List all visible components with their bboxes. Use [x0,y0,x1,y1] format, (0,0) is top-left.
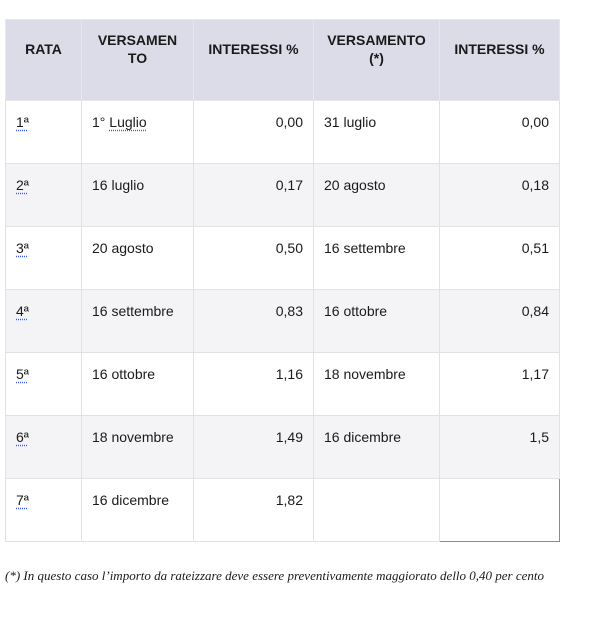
header-rata: RATA [6,20,82,101]
header-interessi-alt: INTERESSI % [440,20,560,101]
cell-versamento-alt [314,101,440,164]
cell-interessi-alt [440,227,560,290]
cell-versamento-alt [314,353,440,416]
cell-interessi-alt-text: 0,84 [521,303,549,319]
cell-versamento-text: 16 ottobre [92,366,156,382]
cell-rata [6,353,82,416]
cell-rata [6,479,82,542]
cell-interessi [194,416,314,479]
cell-versamento [82,164,194,227]
cell-rata-text: 4ª [16,303,29,319]
cell-interessi [194,164,314,227]
table-row [6,353,560,416]
cell-versamento-alt [314,164,440,227]
cell-versamento-alt-text: 31 luglio [324,114,377,130]
cell-versamento [82,227,194,290]
cell-interessi-alt-text: 1,17 [521,366,549,382]
cell-versamento-alt [314,479,440,542]
cell-versamento-text: 16 settembre [92,303,174,319]
cell-interessi-alt [440,353,560,416]
table-row [6,416,560,479]
cell-versamento-alt-text: 18 novembre [324,366,406,382]
cell-interessi-alt [440,479,560,542]
cell-versamento-alt-text: 20 agosto [324,177,386,193]
cell-versamento-alt [314,227,440,290]
cell-rata [6,416,82,479]
cell-versamento-text: 18 novembre [92,429,174,445]
cell-interessi-text: 0,17 [275,177,303,193]
cell-interessi-alt-text: 1,5 [529,429,549,445]
cell-versamento-text: 16 luglio [92,177,145,193]
cell-rata-text: 5ª [16,366,29,382]
cell-interessi-text: 0,50 [275,240,303,256]
cell-interessi [194,290,314,353]
table-row [6,479,560,542]
cell-interessi-alt-text: 0,00 [521,114,549,130]
header-versamento: VERSAMEN TO [82,20,194,101]
cell-versamento [82,353,194,416]
cell-versamento-alt-text [324,479,429,491]
cell-versamento [82,290,194,353]
table-row [6,164,560,227]
cell-versamento [82,101,194,164]
cell-interessi-text: 1,49 [275,429,303,445]
cell-versamento-text: 1° Luglio [92,114,147,130]
cell-interessi-alt-text: 0,18 [521,177,549,193]
cell-interessi-text: 1,16 [275,366,303,382]
cell-rata [6,101,82,164]
table-row [6,227,560,290]
cell-versamento [82,416,194,479]
cell-rata [6,227,82,290]
cell-interessi-alt-text [450,479,549,491]
cell-interessi-alt-text: 0,51 [521,240,549,256]
cell-rata-text: 7ª [16,492,29,508]
cell-rata [6,164,82,227]
cell-rata-text: 1ª [16,114,29,130]
cell-interessi [194,353,314,416]
cell-rata [6,290,82,353]
cell-versamento [82,479,194,542]
table-header-row [6,20,560,101]
table-row [6,290,560,353]
cell-rata-text: 2ª [16,177,29,193]
cell-versamento-alt-text: 16 ottobre [324,303,388,319]
cell-interessi-alt [440,164,560,227]
cell-rata-text: 6ª [16,429,29,445]
installments-table [5,19,560,542]
spellcheck-word: Luglio [109,114,147,130]
header-interessi: INTERESSI % [194,20,314,101]
cell-interessi [194,101,314,164]
cell-versamento-alt [314,416,440,479]
header-versamento-alt: VERSAMENTO (*) [314,20,440,101]
cell-interessi-text: 0,00 [275,114,303,130]
cell-versamento-text: 16 dicembre [92,492,170,508]
cell-interessi [194,479,314,542]
cell-interessi [194,227,314,290]
cell-interessi-alt [440,416,560,479]
table-row [6,101,560,164]
cell-interessi-text: 0,83 [275,303,303,319]
cell-rata-text: 3ª [16,240,29,256]
cell-versamento-alt [314,290,440,353]
cell-versamento-alt-text: 16 dicembre [324,429,402,445]
cell-interessi-alt [440,101,560,164]
footnote: (*) In questo caso l’importo da rateizzare deve essere preventivamente maggiorato dello 0,40 per cento [5,568,545,583]
cell-interessi-alt [440,290,560,353]
cell-interessi-text: 1,82 [275,492,303,508]
cell-versamento-alt-text: 16 settembre [324,240,406,256]
cell-versamento-text: 20 agosto [92,240,154,256]
